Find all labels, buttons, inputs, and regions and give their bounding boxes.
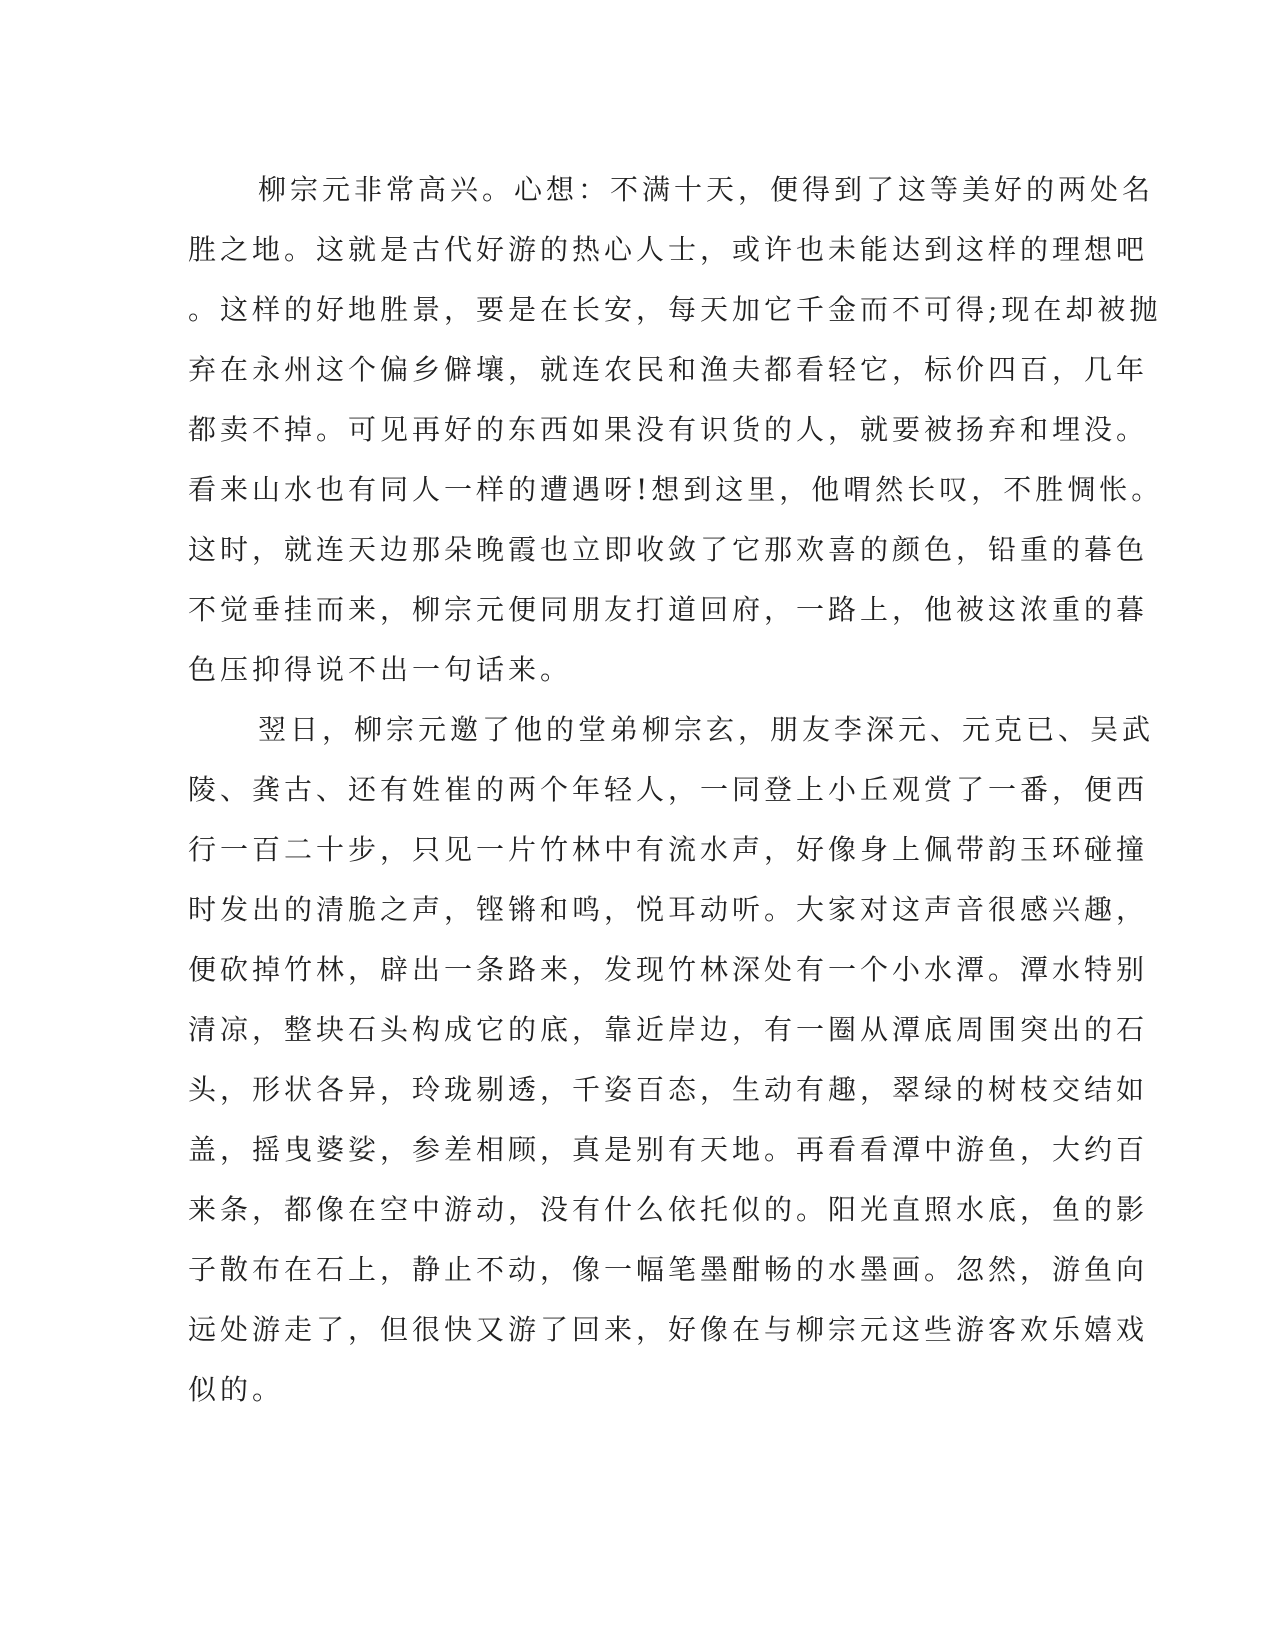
- text-line: 时发出的清脆之声，铿锵和鸣，悦耳动听。大家对这声音很感兴趣，: [188, 893, 1149, 926]
- text-line: 盖，摇曳婆娑，参差相顾，真是别有天地。再看看潭中游鱼，大约百: [188, 1133, 1149, 1166]
- text-line: 不觉垂挂而来，柳宗元便同朋友打道回府，一路上，他被这浓重的暮: [188, 593, 1149, 626]
- text-line: 色压抑得说不出一句话来。: [188, 653, 573, 686]
- text-line: 头，形状各异，玲珑剔透，千姿百态，生动有趣，翠绿的树枝交结如: [188, 1073, 1149, 1106]
- text-line: 这时，就连天边那朵晚霞也立即收敛了它那欢喜的颜色，铅重的暮色: [188, 533, 1149, 566]
- text-line: 行一百二十步，只见一片竹林中有流水声，好像身上佩带韵玉环碰撞: [188, 833, 1149, 866]
- text-line: 子散布在石上，静止不动，像一幅笔墨酣畅的水墨画。忽然，游鱼向: [188, 1253, 1149, 1286]
- text-line: 来条，都像在空中游动，没有什么依托似的。阳光直照水底，鱼的影: [188, 1193, 1149, 1226]
- text-line: 。这样的好地胜景，要是在长安，每天加它千金而不可得;现在却被抛: [188, 293, 1162, 326]
- text-line: 似的。: [188, 1373, 285, 1406]
- text-line: 便砍掉竹林，辟出一条路来，发现竹林深处有一个小水潭。潭水特别: [188, 953, 1149, 986]
- text-line: 远处游走了，但很快又游了回来，好像在与柳宗元这些游客欢乐嬉戏: [188, 1313, 1149, 1346]
- text-line: 都卖不掉。可见再好的东西如果没有识货的人，就要被扬弃和埋没。: [188, 413, 1149, 446]
- text-line: 柳宗元非常高兴。心想：不满十天，便得到了这等美好的两处名: [258, 173, 1155, 206]
- body-text: [188, 160, 1164, 1420]
- text-line: 胜之地。这就是古代好游的热心人士，或许也未能达到这样的理想吧: [188, 233, 1149, 266]
- text-line: 陵、龚古、还有姓崔的两个年轻人，一同登上小丘观赏了一番，便西: [188, 773, 1149, 806]
- text-line: 弃在永州这个偏乡僻壤，就连农民和渔夫都看轻它，标价四百，几年: [188, 353, 1149, 386]
- text-line: 翌日，柳宗元邀了他的堂弟柳宗玄，朋友李深元、元克已、吴武: [258, 713, 1155, 746]
- paragraph-2: [188, 700, 1155, 1420]
- paragraph-1: [188, 160, 1164, 700]
- text-line: 看来山水也有同人一样的遭遇呀!想到这里，他喟然长叹，不胜惆怅。: [188, 473, 1164, 506]
- text-line: 清凉，整块石头构成它的底，靠近岸边，有一圈从潭底周围突出的石: [188, 1013, 1149, 1046]
